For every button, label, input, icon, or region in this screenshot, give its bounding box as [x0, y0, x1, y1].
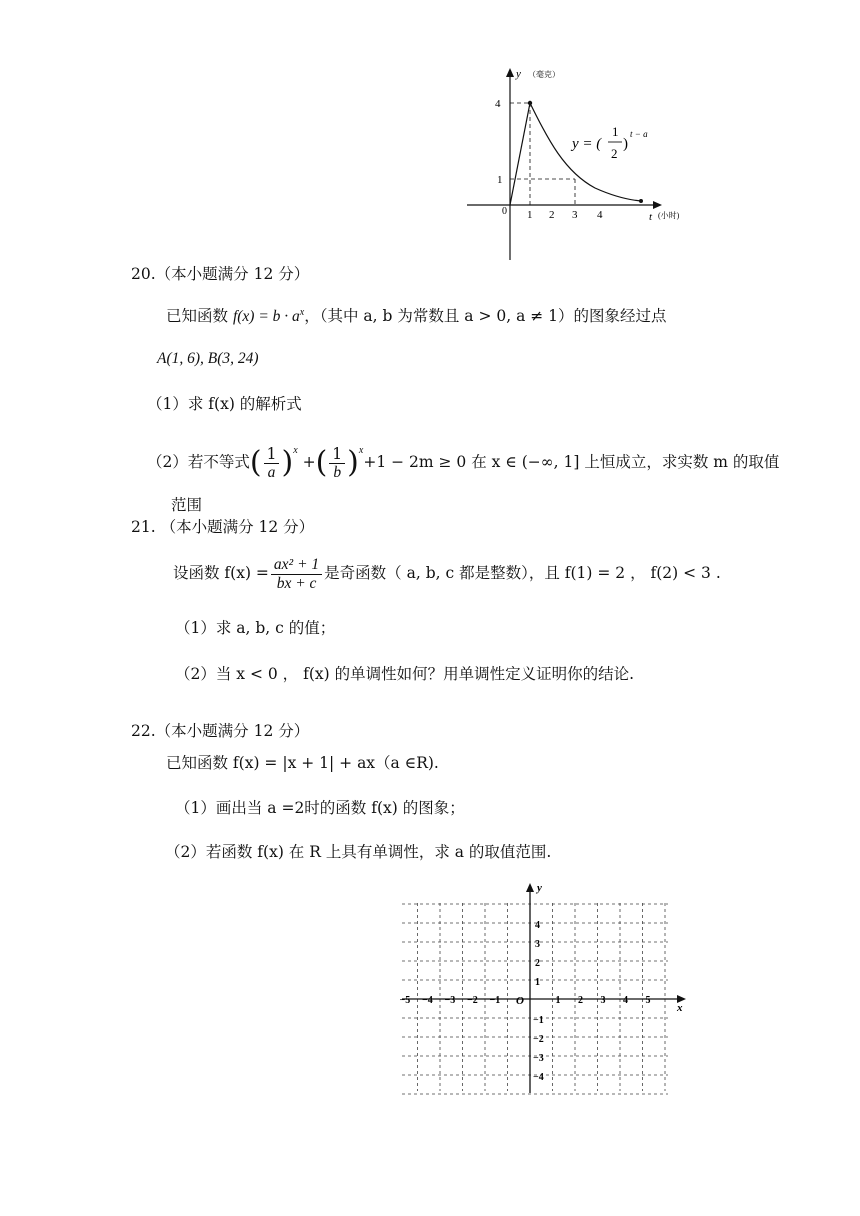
q22-heading: 22.（本小题满分 12 分） [131, 722, 310, 740]
grid-x-tick-label: −1 [489, 995, 501, 1006]
y-tick-1: 1 [497, 174, 503, 186]
q21-heading: 21. （本小题满分 12 分） [131, 518, 315, 536]
q21-intro-pre: 设函数 f(x) = [173, 564, 269, 582]
q21-part2: （2）当 x < 0 ， f(x) 的单调性如何？用单调性定义证明你的结论. [175, 665, 635, 683]
formula-num: 1 [612, 124, 619, 139]
q21-frac: $\frac{\text{ax² + 1}}{bx + c}$ [271, 556, 322, 593]
grid-y-tick-label: −3 [533, 1053, 544, 1064]
grid-x-tick-label: 2 [578, 995, 583, 1006]
grid-y-tick-label: 4 [535, 920, 540, 931]
x-tick-4: 4 [597, 209, 603, 221]
q20-intro-pre: 已知函数 [166, 307, 233, 326]
x-tick-2: 2 [549, 209, 555, 221]
grid-y-tick-label: 3 [535, 939, 540, 950]
q21-intro-post: 是奇函数（ a, b, c 都是整数），且 f(1) = 2 ， f(2) < 3 . [324, 564, 721, 582]
x-tick-3: 3 [572, 209, 578, 221]
grid-x-tick-label: 4 [623, 995, 628, 1006]
decay-graph [0, 0, 860, 265]
grid-y-tick-label: 2 [535, 958, 540, 969]
q20-part2-tail: 范围 [171, 496, 203, 514]
grid-x-axis-label: x [677, 1002, 683, 1014]
grid-x-tick-label: −2 [467, 995, 478, 1006]
q22-part2: （2）若函数 f(x) 在 R 上具有单调性，求 a 的取值范围. [165, 843, 552, 861]
q22-intro: 已知函数 f(x) = |x + 1| + ax（a ∈R). [166, 754, 439, 772]
x-tick-1: 1 [527, 209, 533, 221]
grid-x-tick-label: −3 [444, 995, 456, 1006]
grid-x-tick-label: −5 [399, 995, 411, 1006]
coordinate-grid [0, 875, 860, 1115]
q20-intro [166, 302, 667, 328]
y-tick-4: 4 [495, 98, 501, 110]
formula-lhs: y = ( [572, 136, 602, 152]
decay-curve [530, 103, 641, 201]
grid-x-tick-label: 3 [600, 995, 606, 1006]
formula-rparen: ) [623, 136, 628, 152]
x-unit-label: (小时) [658, 211, 680, 220]
x-axis-label: t [649, 211, 653, 223]
formula-exp: t − a [630, 129, 648, 139]
q20-points: A(1, 6), B(3, 24) [157, 350, 259, 367]
grid-y-tick-label: −4 [533, 1072, 544, 1083]
q20-frac-1b: $\frac{1}{b}$ [329, 445, 345, 482]
q22-part1: （1）画出当 a =2时的函数 f(x) 的图象； [175, 799, 465, 817]
q20-func-exp: x [299, 307, 305, 318]
grid-y-tick-label: 1 [535, 977, 540, 988]
grid-y-tick-label: −2 [533, 1034, 544, 1045]
q20-part2-pre: （2）若不等式 [147, 453, 250, 471]
formula-den: 2 [611, 146, 618, 161]
grid-origin-label: O [516, 995, 524, 1007]
q20-frac-1a: $\frac{1}{a}$ [264, 445, 280, 482]
grid-x-tick-label: −4 [422, 995, 433, 1006]
rise-segment [510, 103, 530, 205]
q20-part2: （2）若不等式( $\frac{1}{a}$ )$^x$ +( $\frac{1}{b}$ )$^x$+1 − 2m ≥ 0 在 x ∈ (−∞, 1] 上恒成立，求实数 m 的取值 [147, 444, 780, 481]
grid-y-tick-label: −1 [533, 1015, 544, 1026]
q21-part1: （1）求 a, b, c 的值； [175, 619, 336, 637]
y-unit-label: （毫克） [528, 70, 560, 79]
q20-heading: 20.（本小题满分 12 分） [131, 265, 310, 283]
q20-part2-mid: +1 − 2m ≥ 0 在 x ∈ (−∞, 1] 上恒成立，求实数 m 的取值 [363, 453, 780, 471]
origin-label: 0 [502, 206, 507, 217]
q20-part1: （1）求 f(x) 的解析式 [147, 395, 302, 413]
grid-x-tick-label: 5 [645, 995, 651, 1006]
grid-x-tick-label: 1 [555, 995, 561, 1006]
y-axis-label: y [516, 68, 521, 80]
q20-intro-mid: ，（其中 a, b 为常数且 a > 0, a ≠ 1）的图象经过点 [304, 307, 667, 326]
q20-func: f(x) = b · a [232, 308, 300, 326]
q21-intro [173, 550, 721, 596]
grid-y-axis-label: y [537, 882, 542, 894]
